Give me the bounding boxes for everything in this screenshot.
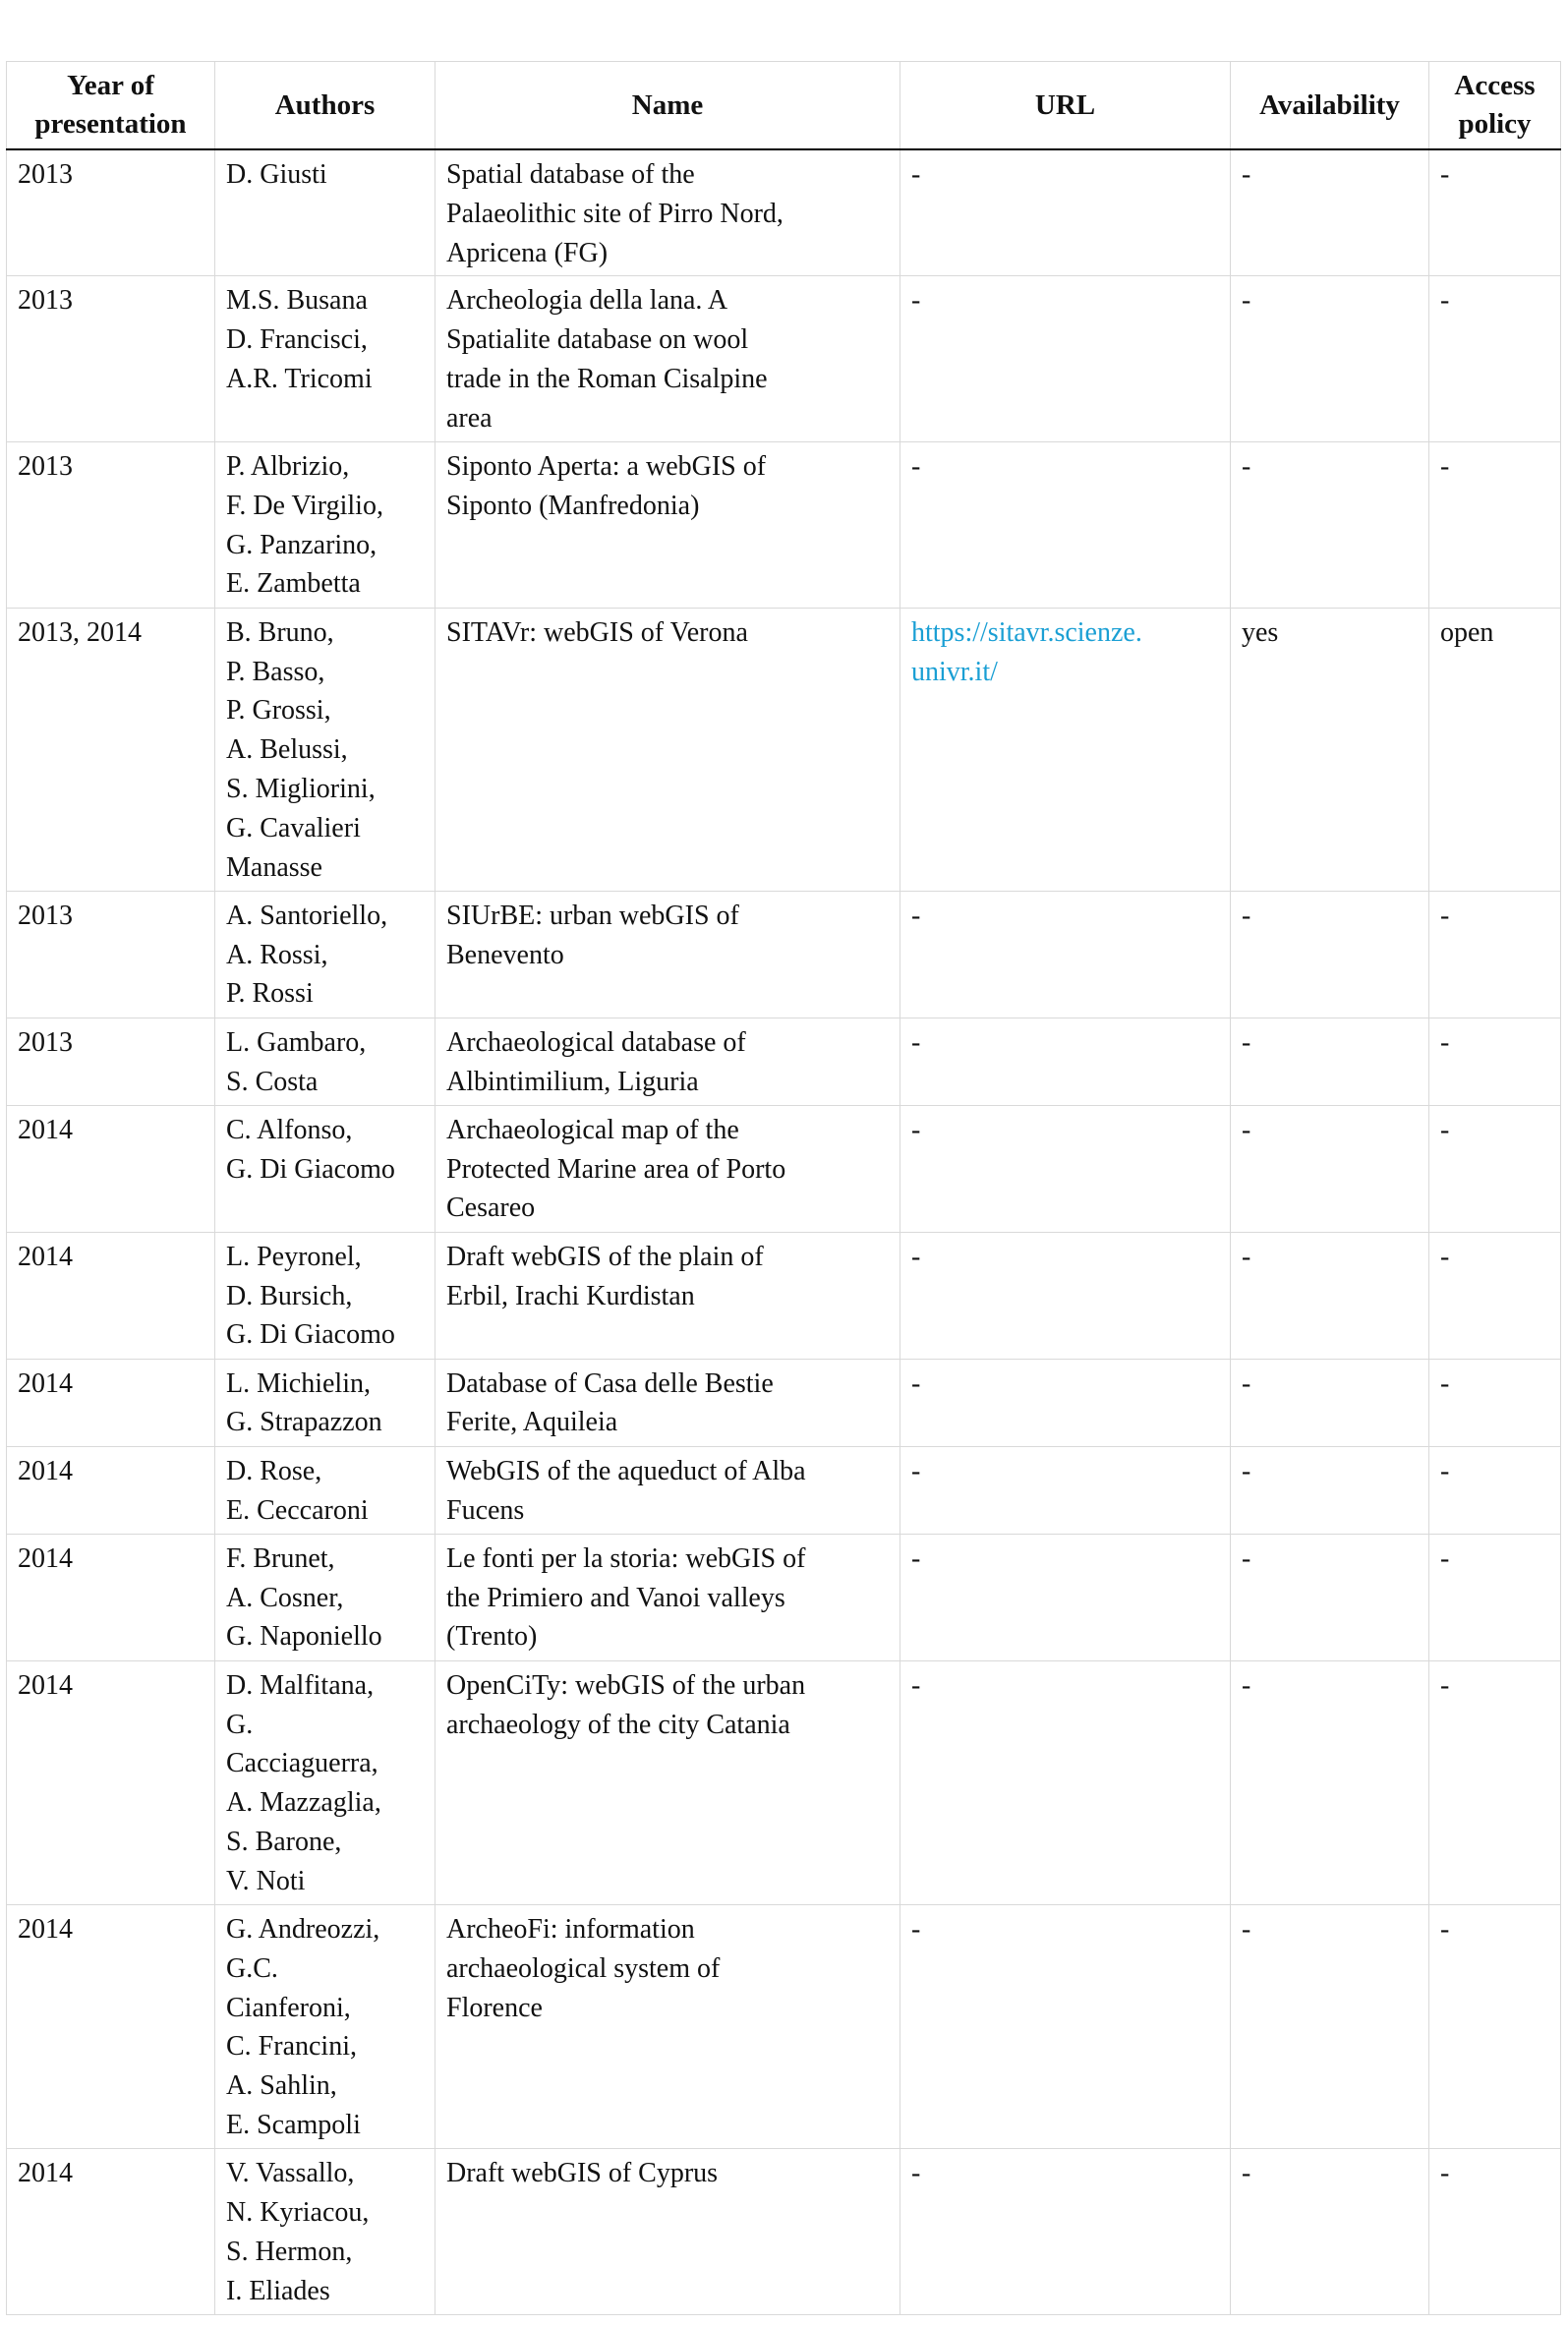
cell-availability: - bbox=[1231, 1446, 1429, 1534]
cell-year: 2014 bbox=[7, 1446, 215, 1534]
projects-table bbox=[6, 61, 1561, 2315]
cell-authors: B. Bruno, P. Basso, P. Grossi, A. Belussi, S. Migliorini, G. Cavalieri Manasse bbox=[215, 608, 436, 891]
cell-year: 2013 bbox=[7, 891, 215, 1018]
table-row bbox=[7, 1534, 1561, 1660]
header-name: Name bbox=[436, 62, 900, 150]
header-year: Year of presentation bbox=[7, 62, 215, 150]
table-row bbox=[7, 149, 1561, 276]
table-row bbox=[7, 608, 1561, 891]
cell-availability: - bbox=[1231, 1232, 1429, 1359]
cell-name: Archeologia della lana. A Spatialite database on wool trade in the Roman Cisalpine area bbox=[436, 276, 900, 442]
cell-availability: yes bbox=[1231, 608, 1429, 891]
cell-url: - bbox=[900, 1660, 1231, 1904]
table-row bbox=[7, 442, 1561, 609]
cell-url: - bbox=[900, 1359, 1231, 1446]
cell-authors: D. Malfitana, G. Cacciaguerra, A. Mazzaglia, S. Barone, V. Noti bbox=[215, 1660, 436, 1904]
cell-url: - bbox=[900, 1905, 1231, 2149]
table-row bbox=[7, 891, 1561, 1018]
cell-availability: - bbox=[1231, 1534, 1429, 1660]
cell-name: Siponto Aperta: a webGIS of Siponto (Manfredonia) bbox=[436, 442, 900, 609]
cell-name: Le fonti per la storia: webGIS of the Primiero and Vanoi valleys (Trento) bbox=[436, 1534, 900, 1660]
cell-name: Database of Casa delle Bestie Ferite, Aquileia bbox=[436, 1359, 900, 1446]
table-row bbox=[7, 1905, 1561, 2149]
cell-url: - bbox=[900, 442, 1231, 609]
cell-availability: - bbox=[1231, 1105, 1429, 1232]
cell-year: 2014 bbox=[7, 2149, 215, 2315]
cell-access-policy: - bbox=[1429, 149, 1561, 276]
cell-url: - bbox=[900, 2149, 1231, 2315]
cell-authors: F. Brunet, A. Cosner, G. Naponiello bbox=[215, 1534, 436, 1660]
cell-name: ArcheoFi: information archaeological system of Florence bbox=[436, 1905, 900, 2149]
cell-year: 2013 bbox=[7, 276, 215, 442]
cell-year: 2013 bbox=[7, 149, 215, 276]
header-authors: Authors bbox=[215, 62, 436, 150]
cell-url: - bbox=[900, 1018, 1231, 1105]
table-row bbox=[7, 1660, 1561, 1904]
cell-url: - bbox=[900, 1232, 1231, 1359]
cell-availability: - bbox=[1231, 276, 1429, 442]
cell-year: 2014 bbox=[7, 1534, 215, 1660]
cell-url: - bbox=[900, 891, 1231, 1018]
cell-access-policy: - bbox=[1429, 1660, 1561, 1904]
cell-access-policy: - bbox=[1429, 1232, 1561, 1359]
cell-name: SITAVr: webGIS of Verona bbox=[436, 608, 900, 891]
cell-name: SIUrBE: urban webGIS of Benevento bbox=[436, 891, 900, 1018]
cell-year: 2014 bbox=[7, 1359, 215, 1446]
cell-name: Archaeological database of Albintimilium, Liguria bbox=[436, 1018, 900, 1105]
cell-access-policy: - bbox=[1429, 442, 1561, 609]
table-row bbox=[7, 1105, 1561, 1232]
header-url: URL bbox=[900, 62, 1231, 150]
cell-access-policy: - bbox=[1429, 1534, 1561, 1660]
url-link[interactable]: https://sitavr.scienze. univr.it/ bbox=[911, 616, 1142, 687]
cell-availability: - bbox=[1231, 1018, 1429, 1105]
cell-url: - bbox=[900, 1446, 1231, 1534]
cell-url: - bbox=[900, 1105, 1231, 1232]
cell-authors: M.S. Busana D. Francisci, A.R. Tricomi bbox=[215, 276, 436, 442]
cell-availability: - bbox=[1231, 1359, 1429, 1446]
cell-year: 2013 bbox=[7, 442, 215, 609]
cell-availability: - bbox=[1231, 442, 1429, 609]
cell-availability: - bbox=[1231, 1905, 1429, 2149]
header-access-policy: Access policy bbox=[1429, 62, 1561, 150]
cell-name: Draft webGIS of the plain of Erbil, Irachi Kurdistan bbox=[436, 1232, 900, 1359]
cell-access-policy: - bbox=[1429, 891, 1561, 1018]
table-row bbox=[7, 2149, 1561, 2315]
table-row bbox=[7, 1018, 1561, 1105]
cell-access-policy: - bbox=[1429, 1359, 1561, 1446]
cell-access-policy: - bbox=[1429, 1446, 1561, 1534]
cell-availability: - bbox=[1231, 2149, 1429, 2315]
cell-access-policy: open bbox=[1429, 608, 1561, 891]
cell-authors: D. Giusti bbox=[215, 149, 436, 276]
cell-year: 2013 bbox=[7, 1018, 215, 1105]
table-row bbox=[7, 1232, 1561, 1359]
cell-name: WebGIS of the aqueduct of Alba Fucens bbox=[436, 1446, 900, 1534]
cell-authors: V. Vassallo, N. Kyriacou, S. Hermon, I. Eliades bbox=[215, 2149, 436, 2315]
cell-authors: A. Santoriello, A. Rossi, P. Rossi bbox=[215, 891, 436, 1018]
cell-access-policy: - bbox=[1429, 1018, 1561, 1105]
table-row bbox=[7, 1359, 1561, 1446]
cell-url: - bbox=[900, 149, 1231, 276]
cell-year: 2013, 2014 bbox=[7, 608, 215, 891]
header-availability: Availability bbox=[1231, 62, 1429, 150]
cell-availability: - bbox=[1231, 149, 1429, 276]
table-row bbox=[7, 1446, 1561, 1534]
cell-authors: D. Rose, E. Ceccaroni bbox=[215, 1446, 436, 1534]
cell-year: 2014 bbox=[7, 1232, 215, 1359]
cell-access-policy: - bbox=[1429, 1105, 1561, 1232]
cell-name: Draft webGIS of Cyprus bbox=[436, 2149, 900, 2315]
cell-availability: - bbox=[1231, 1660, 1429, 1904]
cell-authors: G. Andreozzi, G.C. Cianferoni, C. Francini, A. Sahlin, E. Scampoli bbox=[215, 1905, 436, 2149]
cell-year: 2014 bbox=[7, 1660, 215, 1904]
cell-access-policy: - bbox=[1429, 276, 1561, 442]
cell-authors: C. Alfonso, G. Di Giacomo bbox=[215, 1105, 436, 1232]
cell-name: Archaeological map of the Protected Marine area of Porto Cesareo bbox=[436, 1105, 900, 1232]
cell-authors: P. Albrizio, F. De Virgilio, G. Panzarino, E. Zambetta bbox=[215, 442, 436, 609]
cell-year: 2014 bbox=[7, 1105, 215, 1232]
header-row bbox=[7, 62, 1561, 150]
cell-access-policy: - bbox=[1429, 2149, 1561, 2315]
cell-url bbox=[900, 608, 1231, 891]
table-row bbox=[7, 276, 1561, 442]
cell-authors: L. Gambaro, S. Costa bbox=[215, 1018, 436, 1105]
cell-authors: L. Michielin, G. Strapazzon bbox=[215, 1359, 436, 1446]
cell-url: - bbox=[900, 276, 1231, 442]
cell-availability: - bbox=[1231, 891, 1429, 1018]
cell-name: OpenCiTy: webGIS of the urban archaeology of the city Catania bbox=[436, 1660, 900, 1904]
cell-name: Spatial database of the Palaeolithic site of Pirro Nord, Apricena (FG) bbox=[436, 149, 900, 276]
cell-year: 2014 bbox=[7, 1905, 215, 2149]
cell-url: - bbox=[900, 1534, 1231, 1660]
cell-authors: L. Peyronel, D. Bursich, G. Di Giacomo bbox=[215, 1232, 436, 1359]
cell-access-policy: - bbox=[1429, 1905, 1561, 2149]
